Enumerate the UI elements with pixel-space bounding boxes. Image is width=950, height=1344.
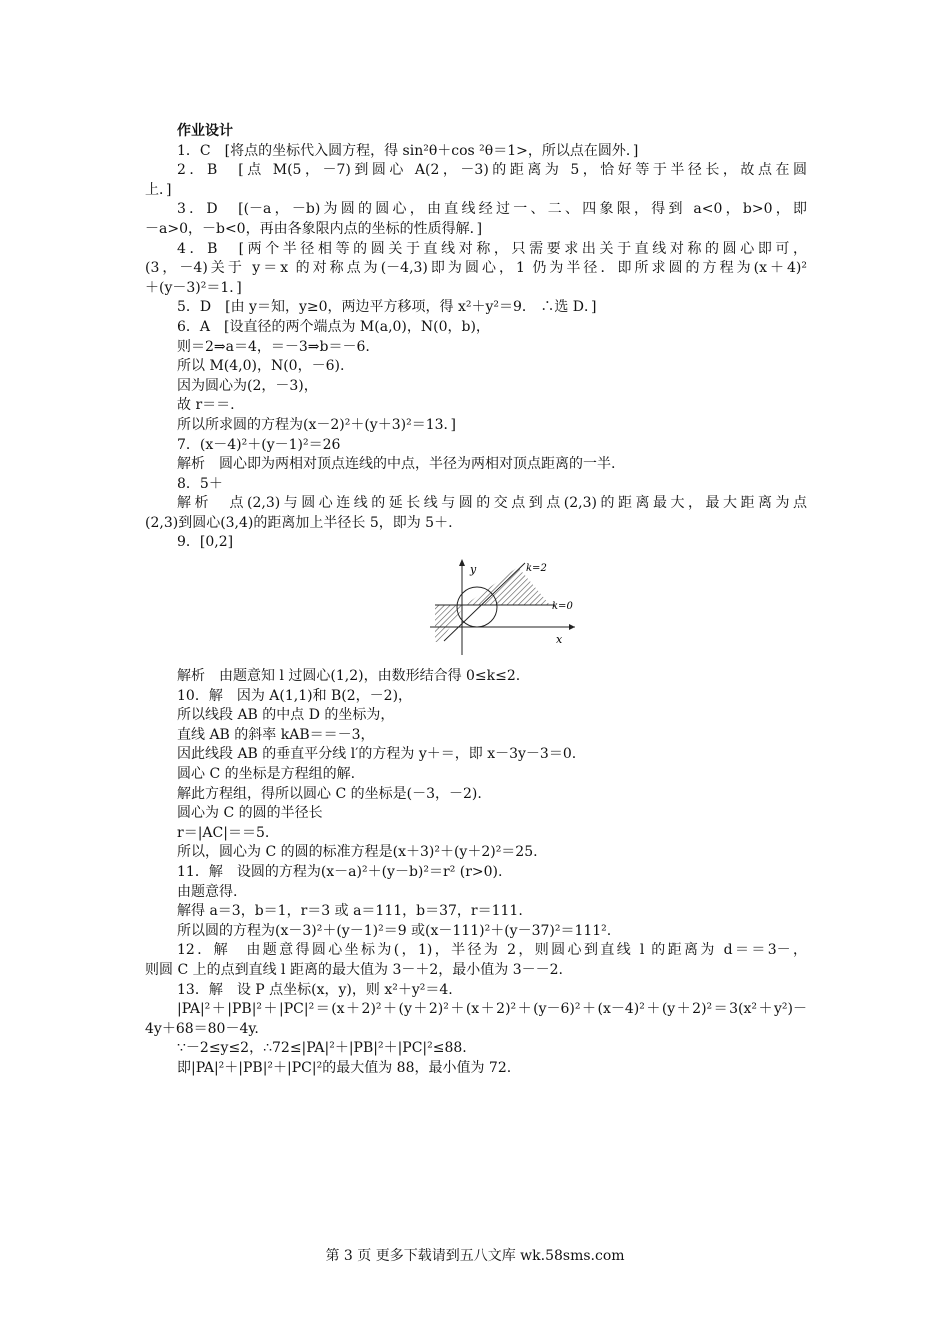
text-line: ＋(y－3)²＝1．] xyxy=(145,279,242,296)
x-label: x xyxy=(556,633,563,647)
text-line: 6．A [设直径的两个端点为 M(a,0)，N(0，b)， xyxy=(177,318,490,335)
text-line: 13．解 设 P 点坐标(x，y)，则 x²＋y²＝4. xyxy=(177,981,453,998)
text-line: |PA|²＋|PB|²＋|PC|²＝(x＋2)²＋(y＋2)²＋(x＋2)²＋(y－6)²＋(x－4)²＋(y＋2)²＝3(x²＋y²)－ xyxy=(177,1001,807,1018)
text-line: (2,3)到圆心(3,4)的距离加上半径长 5，即为 5＋. xyxy=(145,514,453,531)
text-line: 故 r＝＝. xyxy=(177,397,235,414)
x-axis-arrow xyxy=(569,624,575,630)
figure-container xyxy=(145,557,807,657)
text-line: (3，－4)关于 y＝x 的对称点为(－4,3)即为圆心，1 仍为半径．即所求圆的方程为(x＋4)² xyxy=(145,260,807,277)
text-line: 上．] xyxy=(145,181,172,198)
text-line: 则圆 C 上的点到直线 l 距离的最大值为 3－＋2，最小值为 3－－2. xyxy=(145,961,563,978)
text-line: 3．D [(－a，－b)为圆的圆心，由直线经过一、二、四象限，得到 a<0，b>0，即 xyxy=(177,201,807,218)
text-line: 所以线段 AB 的中点 D 的坐标为， xyxy=(177,707,395,724)
text-line: 解析 圆心即为两相对顶点连线的中点，半径为两相对顶点距离的一半. xyxy=(177,456,616,473)
text-line: 则＝2⇒a＝4，＝－3⇒b＝－6. xyxy=(177,338,370,355)
section-title: 作业设计 xyxy=(177,123,233,139)
text-line: 解得 a＝3，b＝1，r＝3 或 a＝111，b＝37，r＝111. xyxy=(177,903,523,920)
text-line: 解析 点(2,3)与圆心连线的延长线与圆的交点到点(2,3)的距离最大，最大距离为点 xyxy=(177,495,807,512)
text-line: 1．C [将点的坐标代入圆方程，得 sin²θ＋cos ²θ＝1>，所以点在圆外．] xyxy=(177,142,639,159)
text-line: 12．解 由题意得圆心坐标为(，1)，半径为 2，则圆心到直线 l 的距离为 d＝＝3－， xyxy=(177,942,807,959)
text-line: 7．(x－4)²＋(y－1)²＝26 xyxy=(177,436,341,453)
y-axis-arrow xyxy=(459,559,465,566)
text-line: 4．B [两个半径相等的圆关于直线对称，只需要求出关于直线对称的圆心即可， xyxy=(177,240,807,257)
text-line: 所以，圆心为 C 的圆的标准方程是(x＋3)²＋(y＋2)²＝25. xyxy=(177,844,538,861)
text-line: 因此线段 AB 的垂直平分线 l′的方程为 y＋＝，即 x－3y－3＝0. xyxy=(177,746,577,763)
text-line: 直线 AB 的斜率 kAB＝＝－3， xyxy=(177,726,375,743)
shaded-region-left xyxy=(435,605,465,642)
text-line: 即|PA|²＋|PB|²＋|PC|²的最大值为 88，最小值为 72. xyxy=(177,1059,512,1076)
text-line: 由题意得. xyxy=(177,883,238,900)
text-line: 9．[0,2] xyxy=(177,534,234,551)
text-line: 解此方程组，得所以圆心 C 的坐标是(－3，－2). xyxy=(177,785,482,802)
text-line: －a>0，－b<0，再由各象限内点的坐标的性质得解．] xyxy=(145,220,483,237)
text-line: 5．D [由 y＝知，y≥0，两边平方移项，得 x²＋y²＝9． ∴选 D．] xyxy=(177,299,597,316)
k0-label: k=0 xyxy=(552,601,573,613)
answers-part-2 xyxy=(145,667,807,1078)
text-line: 所以圆的方程为(x－3)²＋(y－1)²＝9 或(x－111)²＋(y－37)²＝111². xyxy=(177,922,612,939)
text-line: 4y＋68＝80－4y. xyxy=(145,1020,259,1037)
text-line: 8．5＋ xyxy=(177,475,223,492)
text-line: ∵－2≤y≤2，∴72≤|PA|²＋|PB|²＋|PC|²≤88. xyxy=(177,1040,467,1057)
text-line: 2．B [点 M(5，－7)到圆心 A(2，－3)的距离为 5，恰好等于半径长，故点在圆 xyxy=(177,162,807,179)
k2-label: k=2 xyxy=(526,563,547,575)
answer-content xyxy=(145,122,807,1079)
answers-part-1 xyxy=(145,142,807,553)
text-line: r＝|AC|＝＝5. xyxy=(177,824,270,841)
text-line: 解析 由题意知 l 过圆心(1,2)，由数形结合得 0≤k≤2. xyxy=(177,668,521,685)
slope-range-figure xyxy=(430,557,580,657)
page-footer: 第 3 页 更多下载请到五八文库 wk.58sms.com xyxy=(325,1248,625,1264)
text-line: 所以 M(4,0)，N(0，－6). xyxy=(177,358,345,375)
text-line: 10．解 因为 A(1,1)和 B(2，－2)， xyxy=(177,687,413,704)
text-line: 圆心 C 的坐标是方程组的解. xyxy=(177,766,356,783)
text-line: 所以所求圆的方程为(x－2)²＋(y＋3)²＝13．] xyxy=(177,416,456,433)
text-line: 因为圆心为(2，－3)， xyxy=(177,377,318,394)
y-label: y xyxy=(470,563,477,577)
text-line: 圆心为 C 的圆的半径长 xyxy=(177,805,323,822)
text-line: 11．解 设圆的方程为(x－a)²＋(y－b)²＝r² (r>0). xyxy=(177,864,503,880)
